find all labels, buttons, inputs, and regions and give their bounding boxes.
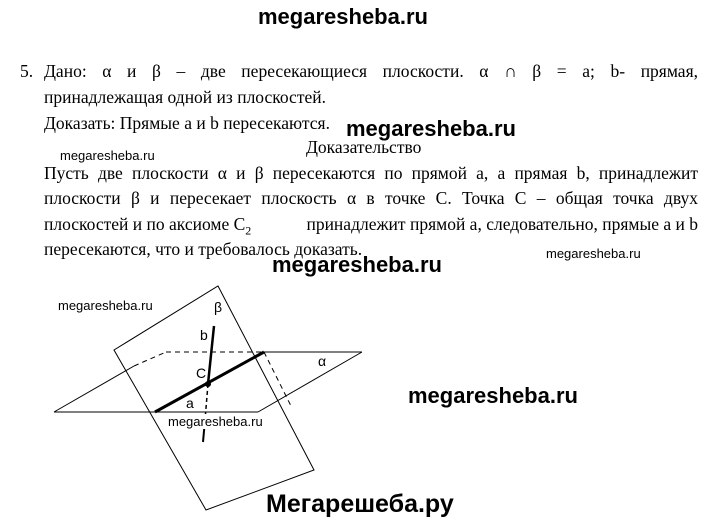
plane-alpha-left-side: [54, 366, 134, 412]
plane-alpha-right-side: [258, 352, 362, 412]
point-c: [205, 381, 211, 387]
watermark-figure-left: megaresheba.ru: [58, 298, 153, 313]
label-c: C: [196, 365, 207, 381]
footer-brand: Мегарешеба.ру: [266, 490, 454, 518]
watermark-mid: megaresheba.ru: [346, 116, 516, 141]
proof-line-2: плоскости β и пересекает плоскость α в точке C. Точка C – общая точка двух: [44, 188, 698, 208]
plane-beta-hidden-edge: [264, 352, 292, 408]
axiom-subscript: 2: [245, 223, 252, 238]
watermark-after-proof-center: megaresheba.ru: [272, 252, 442, 277]
proof-line-3-post: принадлежит прямой a, следовательно, прямые a и b: [302, 214, 698, 234]
watermark-figure-right: megaresheba.ru: [408, 383, 578, 408]
proof-line-3-pre: плоскостей и по аксиоме C: [44, 214, 246, 234]
watermark-top: megaresheba.ru: [258, 4, 428, 29]
label-beta: β: [214, 299, 223, 315]
watermark-figure-bottom: megaresheba.ru: [168, 414, 263, 429]
watermark-proof-left: megaresheba.ru: [60, 148, 155, 163]
label-b: b: [200, 327, 208, 343]
watermark-after-proof-right: megaresheba.ru: [546, 246, 641, 261]
plane-alpha-hidden-edge: [134, 352, 166, 366]
label-alpha: α: [318, 353, 327, 369]
given-line-1: Дано: α и β – две пересекающиеся плоскости. α ∩ β = a; b- прямая,: [44, 61, 698, 81]
given-line-2: принадлежащая одной из плоскостей.: [44, 87, 326, 107]
proof-line-4: пересекаются, что и требовалось доказать.: [44, 239, 363, 259]
problem-number: 5.: [20, 61, 34, 81]
prove-statement: Доказать: Прямые a и b пересекаются.: [44, 113, 330, 133]
proof-heading: Доказательство: [306, 137, 422, 157]
proof-line-1: Пусть две плоскости α и β пересекаются по прямой a, а прямая b, принадлежит: [44, 163, 698, 183]
label-a: a: [186, 395, 194, 411]
plane-beta: [114, 286, 314, 510]
line-b-upper: [208, 326, 214, 384]
